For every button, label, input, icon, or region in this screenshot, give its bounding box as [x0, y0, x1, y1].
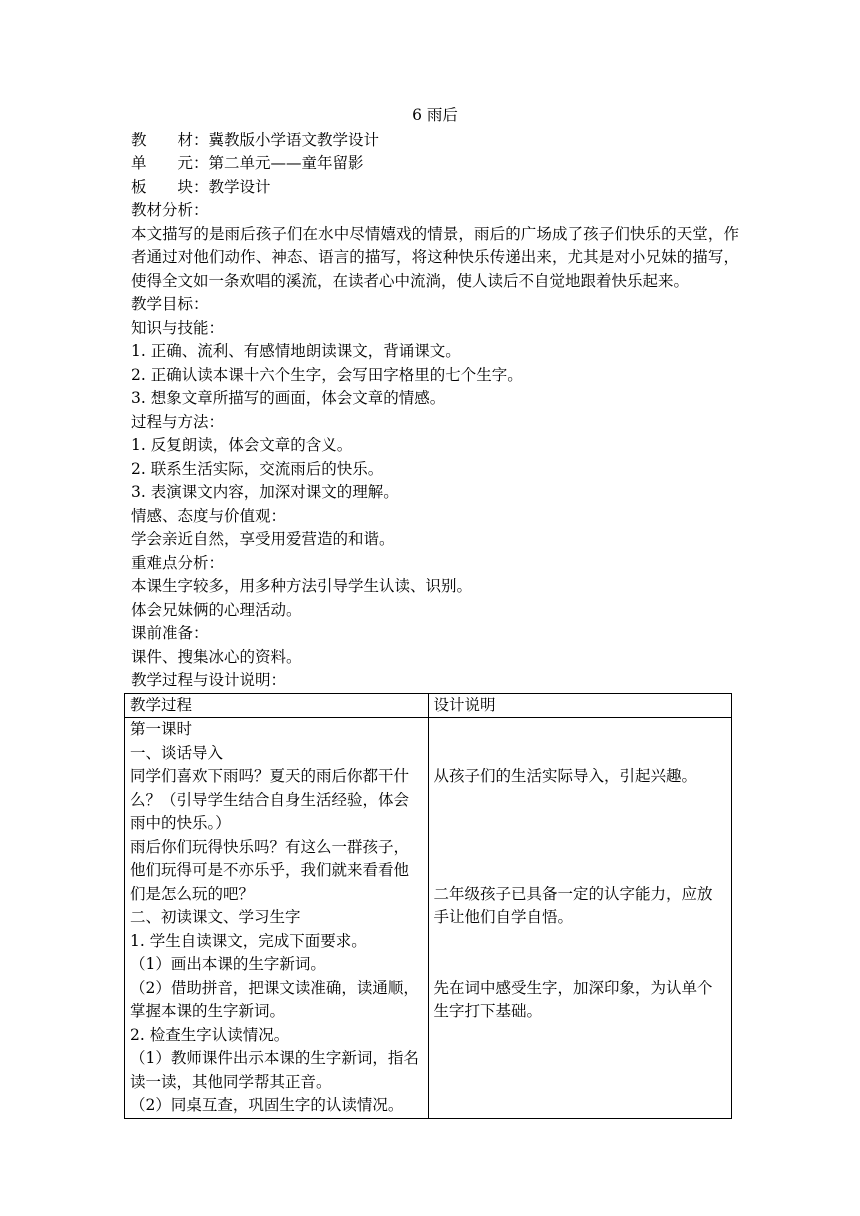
- process-item: 1. 反复朗读，体会文章的含义。: [131, 436, 353, 454]
- table-header-row: [125, 693, 732, 718]
- knowledge-item: 2. 正确认读本课十六个生字，会写田字格里的七个生字。: [131, 365, 523, 384]
- emotion-body: 学会亲近自然，享受用爱营造的和谐。: [131, 530, 395, 548]
- meta-value: ：第二单元——童年留影: [193, 154, 364, 172]
- process-item: 2. 联系生活实际，交流雨后的快乐。: [131, 459, 384, 478]
- knowledge-item: 1. 正确、流利、有感情地朗读课文，背诵课文。: [131, 342, 461, 360]
- notes-spacer: [434, 718, 727, 765]
- process-table-heading: 教学过程与设计说明：: [131, 671, 287, 689]
- meta-key: [131, 129, 193, 153]
- knowledge-heading: 知识与技能：: [131, 318, 225, 337]
- table-header-right: 设计说明: [428, 693, 732, 718]
- process-line: 第一课时: [130, 720, 193, 738]
- meta-textbook: [131, 129, 739, 153]
- meta-section: [131, 176, 739, 200]
- table-header-left: 教学过程: [125, 693, 429, 718]
- process-line: 1. 学生自读课文，完成下面要求。: [130, 931, 367, 950]
- design-note: 先在词中感受生字，加深印象，为认单个生字打下基础。: [433, 978, 713, 1020]
- knowledge-item: 3. 想象文章所描写的画面，体会文章的情感。: [131, 389, 446, 407]
- meta-value: ：冀教版小学语文教学设计: [193, 130, 380, 149]
- meta-key: [131, 152, 193, 176]
- process-line: （2）同桌互查，巩固生字的认读情况。: [130, 1096, 404, 1114]
- process-cell: [125, 718, 429, 1119]
- process-line: （1）画出本课的生字新词。: [130, 955, 326, 973]
- notes-spacer: [434, 789, 727, 883]
- process-line: （2）借助拼音，把课文读准确，读通顺，掌握本课的生字新词。: [130, 978, 419, 1020]
- meta-key-b: 块: [177, 177, 193, 196]
- meta-key-a: 教: [131, 130, 147, 149]
- analysis-heading: 教材分析：: [131, 201, 209, 219]
- process-line: 同学们喜欢下雨吗？夏天的雨后你都干什么？（引导学生结合自身生活经验，体会雨中的快乐。）: [130, 767, 410, 832]
- table-row: [125, 718, 732, 1119]
- process-table: [124, 693, 732, 1119]
- meta-key: [131, 176, 193, 200]
- notes-spacer: [434, 930, 727, 977]
- meta-key-b: 元: [177, 154, 193, 172]
- prep-body: 课件、搜集冰心的资料。: [131, 647, 302, 666]
- process-heading: 过程与方法：: [131, 412, 225, 431]
- meta-key-a: 板: [131, 177, 147, 196]
- process-line: （1）教师课件出示本课的生字新词，指名读一读，其他同学帮其正音。: [130, 1049, 419, 1091]
- notes-cell: [428, 718, 732, 1119]
- emotion-heading: 情感、态度与价值观：: [131, 506, 287, 525]
- prep-heading: 课前准备：: [131, 624, 209, 642]
- keypoints-line: 本课生字较多，用多种方法引导学生认读、识别。: [131, 577, 473, 595]
- goals-heading: 教学目标：: [131, 295, 209, 313]
- keypoints-heading: 重难点分析：: [131, 553, 225, 572]
- design-note: 二年级孩子已具备一定的认字能力，应放手让他们自学自悟。: [433, 884, 713, 926]
- process-item: 3. 表演课文内容，加深对课文的理解。: [131, 483, 399, 501]
- meta-key-b: 材: [177, 130, 193, 149]
- process-line: 一、谈话导入: [130, 743, 224, 762]
- lesson-title: 6 雨后: [412, 106, 458, 124]
- process-line: 2. 检查生字认读情况。: [130, 1025, 290, 1044]
- analysis-body: 本文描写的是雨后孩子们在水中尽情嬉戏的情景，雨后的广场成了孩子们快乐的天堂，作者通过对他们动作、神态、语言的描写，将这种快乐传递出来，尤其是对小兄妹的描写，使得全文如一条欢唱的溪流，在读者心中流淌，使人读后不自觉地跟着快乐起来。: [131, 224, 739, 290]
- meta-key-a: 单: [131, 154, 147, 172]
- meta-value: ：教学设计: [193, 177, 271, 196]
- process-line: 雨后你们玩得快乐吗？有这么一群孩子，他们玩得可是不亦乐乎，我们就来看看他们是怎么玩的吧？: [130, 837, 410, 903]
- meta-unit: [131, 152, 739, 176]
- design-note: 从孩子们的生活实际导入，引起兴趣。: [433, 767, 698, 785]
- document-page: [131, 104, 739, 1119]
- keypoints-line: 体会兄妹俩的心理活动。: [131, 600, 302, 619]
- process-line: 二、初读课文、学习生字: [130, 908, 301, 926]
